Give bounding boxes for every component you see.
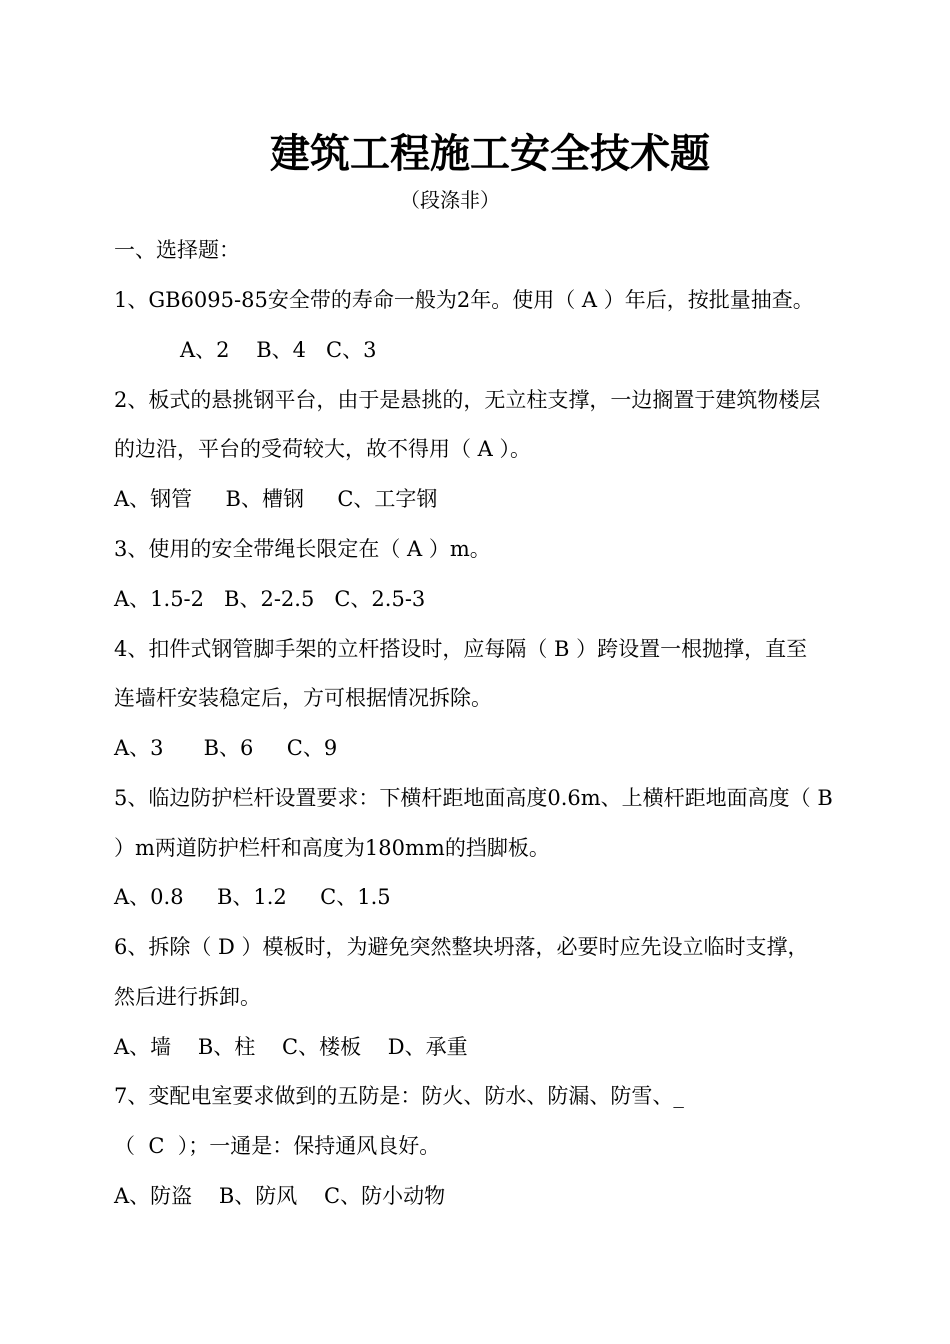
question-6-options: A、墙 B、柱 C、楼板 D、承重	[114, 1035, 468, 1059]
question-7-line-1: 7、变配电室要求做到的五防是：防火、防水、防漏、防雪、_	[114, 1084, 684, 1108]
question-2-line-1: 2、板式的悬挑钢平台，由于是悬挑的，无立柱支撑，一边搁置于建筑物楼层	[114, 388, 821, 412]
question-5-options: A、0.8 B、1.2 C、1.5	[114, 885, 391, 909]
question-1-line-1: 1、GB6095-85安全带的寿命一般为2年。使用（ A ）年后，按批量抽查。	[114, 288, 814, 312]
question-4-line-2: 连墙杆安装稳定后，方可根据情况拆除。	[114, 686, 492, 710]
question-3-options: A、1.5-2 B、2-2.5 C、2.5-3	[114, 587, 426, 611]
author-line: （段涤非）	[400, 188, 500, 212]
question-7-line-2: （ C ）；一通是：保持通风良好。	[114, 1134, 441, 1158]
question-5-line-2: ）m两道防护栏杆和高度为180mm的挡脚板。	[114, 836, 550, 860]
section-heading: 一、选择题：	[114, 238, 240, 262]
question-7-options: A、防盗 B、防风 C、防小动物	[114, 1184, 446, 1208]
document-title: 建筑工程施工安全技术题	[270, 130, 710, 177]
question-6-line-2: 然后进行拆卸。	[114, 985, 261, 1009]
question-2-options: A、钢管 B、槽钢 C、工字钢	[114, 487, 438, 511]
question-2-line-2: 的边沿，平台的受荷较大，故不得用（ A ）。	[114, 437, 532, 461]
question-6-line-1: 6、拆除（ D ）模板时，为避免突然整块坍落，必要时应先设立临时支撑，	[114, 935, 809, 959]
question-5-line-1: 5、临边防护栏杆设置要求：下横杆距地面高度0.6m、上横杆距地面高度（ B	[114, 786, 833, 810]
question-4-options: A、3 B、6 C、9	[114, 736, 338, 760]
question-3-line-1: 3、使用的安全带绳长限定在（ A ）m。	[114, 537, 491, 561]
question-1-options: A、2 B、4 C、3	[180, 338, 377, 362]
question-4-line-1: 4、扣件式钢管脚手架的立杆搭设时，应每隔（ B ）跨设置一根抛撑，直至	[114, 637, 808, 661]
